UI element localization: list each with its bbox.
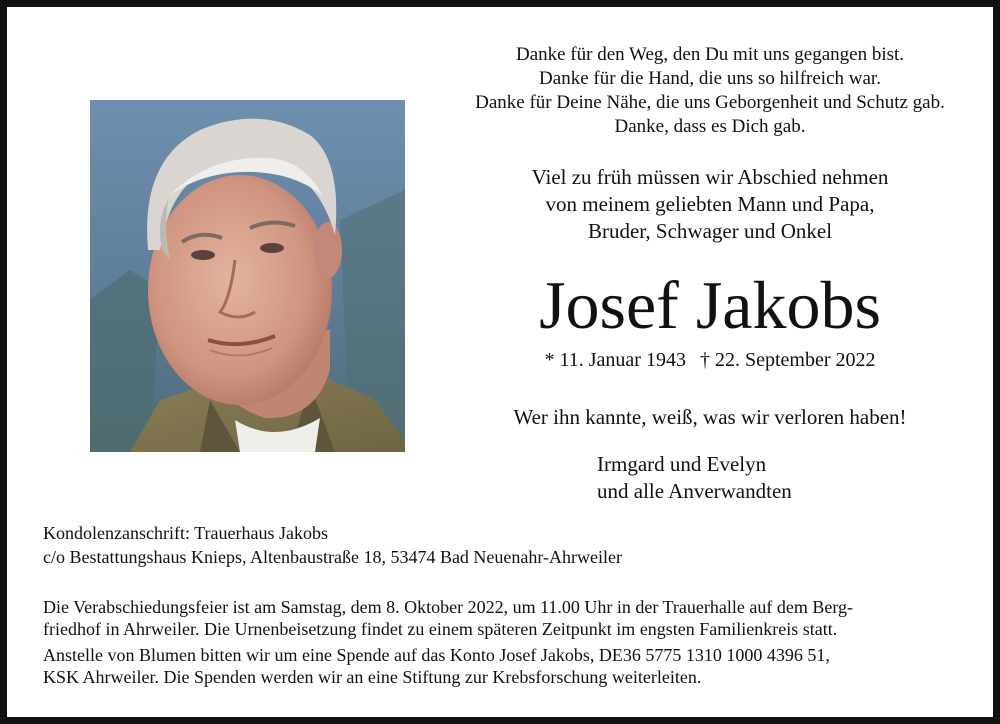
ceremony-line: friedhof in Ahrweiler. Die Urnenbeisetzung findet zu einem späteren Zeitpunkt im engsten Familienkreis statt. bbox=[43, 619, 838, 639]
address-line: Kondolenzanschrift: Trauerhaus Jakobs bbox=[43, 523, 328, 543]
death-date: † 22. September 2022 bbox=[699, 349, 876, 371]
deceased-name: Josef Jakobs bbox=[539, 267, 881, 343]
donation-line: Anstelle von Blumen bitten wir um eine Spende auf das Konto Josef Jakobs, DE36 5775 1310 1000 4396 51, bbox=[43, 645, 830, 665]
poem-block bbox=[427, 43, 993, 139]
poem-line: Danke für die Hand, die uns so hilfreich war. bbox=[539, 68, 881, 89]
condolence-address bbox=[43, 521, 622, 569]
life-dates bbox=[427, 347, 993, 373]
poem-line: Danke für den Weg, den Du mit uns gegangen bist. bbox=[515, 44, 905, 65]
portrait-photo bbox=[90, 100, 405, 452]
poem-line: Danke für Deine Nähe, die uns Geborgenheit und Schutz gab. bbox=[475, 92, 945, 113]
ceremony-info bbox=[43, 596, 853, 688]
address-line: c/o Bestattungshaus Knieps, Altenbaustraße 18, 53474 Bad Neuenahr-Ahrweiler bbox=[43, 547, 622, 567]
farewell-block bbox=[427, 164, 993, 245]
signer-line: Irmgard und Evelyn bbox=[597, 452, 767, 476]
poem-line: Danke, dass es Dich gab. bbox=[614, 116, 806, 137]
signers-block bbox=[597, 451, 792, 505]
farewell-line: Viel zu früh müssen wir Abschied nehmen bbox=[531, 165, 889, 189]
farewell-line: von meinem geliebten Mann und Papa, bbox=[545, 192, 875, 216]
signer-line: und alle Anverwandten bbox=[597, 479, 792, 503]
birth-date: * 11. Januar 1943 bbox=[544, 349, 686, 371]
portrait-image bbox=[90, 100, 405, 452]
farewell-line: Bruder, Schwager und Onkel bbox=[587, 219, 833, 243]
motto-line: Wer ihn kannte, weiß, was wir verloren haben! bbox=[513, 405, 907, 429]
donation-line: KSK Ahrweiler. Die Spenden werden wir an eine Stiftung zur Krebsforschung weiterleiten. bbox=[43, 667, 702, 687]
ceremony-line: Die Verabschiedungsfeier ist am Samstag, dem 8. Oktober 2022, um 11.00 Uhr in der Trauerhalle auf dem Berg- bbox=[43, 597, 853, 617]
